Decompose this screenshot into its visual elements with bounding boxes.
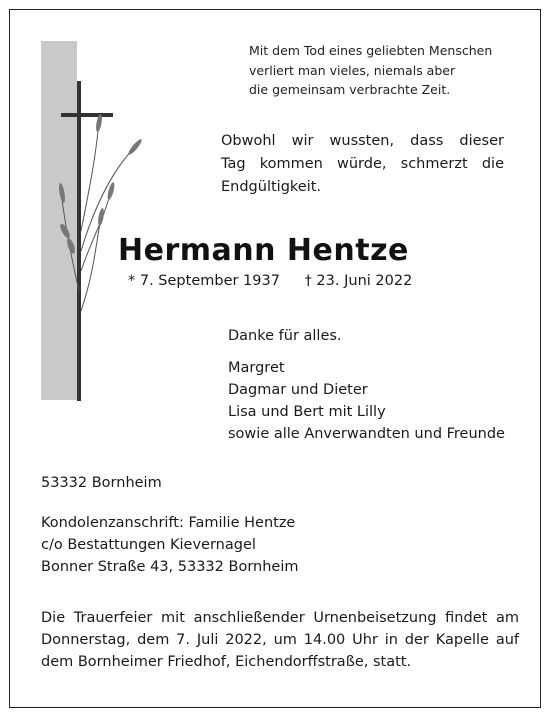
long-quote-line: Tag kommen würde, schmerzt die	[221, 156, 504, 172]
long-quote	[221, 130, 504, 199]
address-line: c/o Bestattungen Kievernagel	[41, 537, 256, 553]
mourner-name: Lisa und Bert mit Lilly	[228, 404, 386, 420]
short-quote-line: die gemeinsam verbrachte Zeit.	[249, 82, 451, 97]
cross-with-grain-icon	[41, 41, 151, 401]
address-line: Bonner Straße 43, 53332 Bornheim	[41, 559, 299, 575]
mourner-name: Margret	[228, 360, 285, 376]
short-quote-line: verliert man vieles, niemals aber	[249, 62, 456, 78]
ceremony-notice	[41, 607, 519, 673]
ceremony-line: Donnerstag, dem 7. Juli 2022, um 14.00 Uhr in der Kapelle auf	[41, 632, 519, 648]
ceremony-line: dem Bornheimer Friedhof, Eichendorffstraße, statt.	[41, 654, 412, 670]
long-quote-line: Obwohl wir wussten, dass dieser	[221, 133, 504, 149]
birth-date: * 7. September 1937	[128, 273, 280, 289]
mourner-name: sowie alle Anverwandten und Freunde	[228, 426, 505, 442]
thanks-title: Danke für alles.	[228, 328, 342, 344]
life-dates	[128, 273, 412, 289]
city-line: 53332 Bornheim	[41, 475, 162, 491]
address-line: Kondolenzanschrift: Familie Hentze	[41, 515, 296, 531]
ceremony-line: Die Trauerfeier mit anschließender Urnenbeisetzung findet am	[41, 610, 519, 626]
thanks-block	[228, 325, 505, 445]
deceased-name: Hermann Hentze	[118, 233, 409, 268]
short-quote-line: Mit dem Tod eines geliebten Menschen	[249, 43, 493, 58]
death-date: † 23. Juni 2022	[304, 273, 413, 289]
obituary-card	[9, 9, 541, 708]
mourner-name: Dagmar und Dieter	[228, 382, 368, 398]
long-quote-line: Endgültigkeit.	[221, 179, 322, 195]
short-quote	[249, 41, 492, 100]
condolence-address	[41, 512, 298, 578]
